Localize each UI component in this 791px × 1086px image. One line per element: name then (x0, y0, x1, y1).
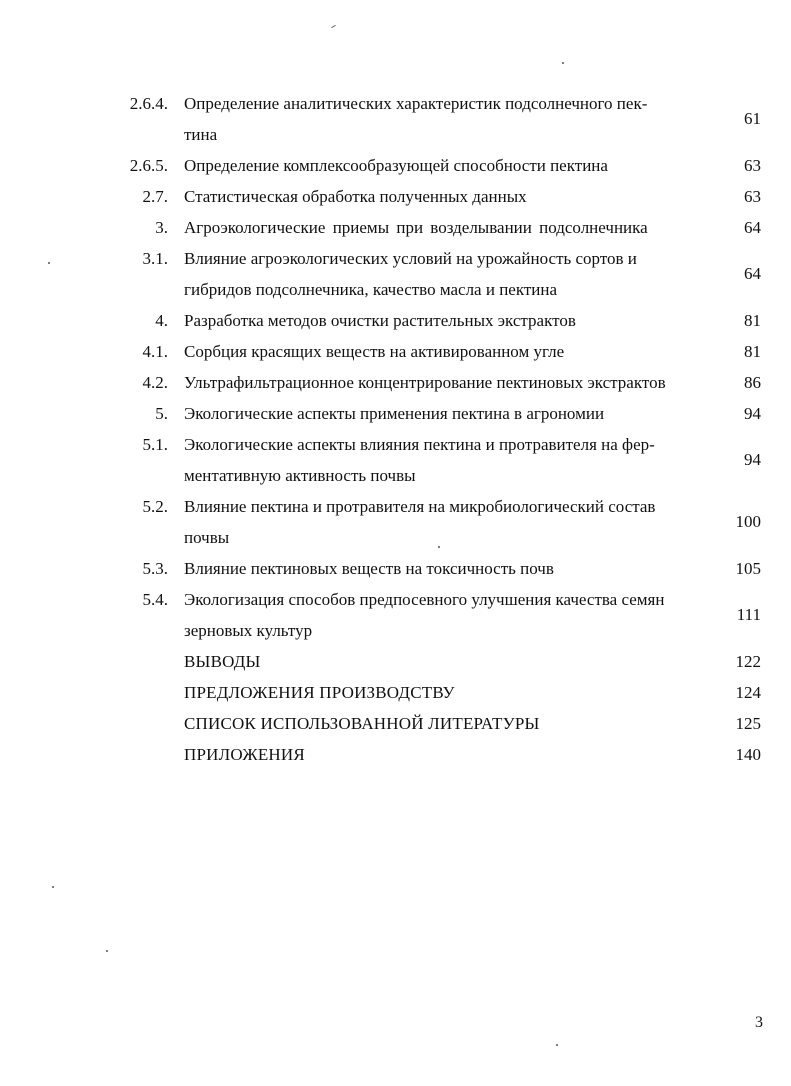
toc-entry-title: Влияние пектиновых веществ на токсичность почв (184, 559, 554, 578)
toc-entry-title: СПИСОК ИСПОЛЬЗОВАННОЙ ЛИТЕРАТУРЫ (184, 714, 540, 733)
scan-speck (331, 25, 336, 28)
scan-speck (438, 546, 440, 548)
toc-entry-2-6-5 (0, 150, 791, 181)
toc-entry-5-4 (0, 584, 791, 646)
toc-entry-title: Ультрафильтрационное концентрирование пектиновых экстрактов (184, 373, 666, 392)
toc-entry-page: 81 (744, 311, 761, 330)
toc-entry-page: 63 (744, 156, 761, 175)
scan-speck (562, 62, 564, 64)
toc-entry-page: 63 (744, 187, 761, 206)
toc-entry-number: 4.2. (142, 373, 168, 392)
toc-entry-number: 3.1. (142, 249, 168, 268)
toc-entry-title: ПРЕДЛОЖЕНИЯ ПРОИЗВОДСТВУ (184, 683, 455, 702)
toc-entry-page: 61 (744, 109, 761, 128)
toc-entry-appendices (0, 739, 791, 770)
toc-entry-number: 2.6.4. (129, 94, 168, 113)
toc-entry-page: 111 (736, 605, 761, 624)
toc-entry-page: 140 (735, 745, 761, 764)
toc-entry-page: 124 (735, 683, 761, 702)
toc-entry-2-7 (0, 181, 791, 212)
toc-entry-number: 5. (155, 404, 168, 423)
toc-entry-title: Экологизация способов предпосевного улучшения качества семян зерновых культур (184, 590, 665, 640)
scan-speck (48, 262, 50, 264)
toc-entry-title: Статистическая обработка полученных данных (184, 187, 527, 206)
page-number: 3 (755, 1014, 763, 1031)
scan-speck (52, 886, 54, 888)
toc-entry-page: 86 (744, 373, 761, 392)
toc-entry-page: 105 (735, 559, 761, 578)
toc-entry-number: 4.1. (142, 342, 168, 361)
toc-entry-page: 64 (744, 218, 761, 237)
toc-entry-proposals (0, 677, 791, 708)
table-of-contents (0, 88, 791, 770)
toc-entry-page: 100 (735, 512, 761, 531)
toc-entry-5-3 (0, 553, 791, 584)
toc-entry-references (0, 708, 791, 739)
toc-entry-page: 94 (744, 404, 761, 423)
toc-entry-title: Экологические аспекты влияния пектина и протравителя на фер- ментативную активность почвы (184, 435, 655, 485)
toc-entry-number: 2.6.5. (129, 156, 168, 175)
toc-entry-4 (0, 305, 791, 336)
toc-entry-title: Влияние агроэкологических условий на урожайность сортов и гибридов подсолнечника, качество масла и пектина (184, 249, 637, 299)
toc-entry-title: Определение комплексообразующей способности пектина (184, 156, 608, 175)
toc-entry-page: 94 (744, 450, 761, 469)
toc-entry-number: 5.2. (142, 497, 168, 516)
toc-entry-title: Экологические аспекты применения пектина в агрономии (184, 404, 605, 423)
toc-entry-page: 81 (744, 342, 761, 361)
toc-entry-title: Влияние пектина и протравителя на микробиологический состав почвы (184, 497, 656, 547)
toc-entry-number: 5.4. (142, 590, 168, 609)
toc-entry-title: Агроэкологические приемы при возделывании подсолнечника (184, 218, 648, 237)
toc-entry-4-1 (0, 336, 791, 367)
toc-entry-page: 64 (744, 264, 761, 283)
toc-entry-page: 125 (735, 714, 761, 733)
scan-speck (106, 950, 108, 952)
toc-entry-number: 5.1. (142, 435, 168, 454)
toc-entry-5 (0, 398, 791, 429)
toc-entry-conclusions (0, 646, 791, 677)
toc-entry-number: 4. (155, 311, 168, 330)
toc-entry-number: 2.7. (142, 187, 168, 206)
toc-entry-title: ВЫВОДЫ (184, 652, 261, 671)
toc-entry-number: 3. (155, 218, 168, 237)
toc-entry-page: 122 (735, 652, 761, 671)
toc-entry-3 (0, 212, 791, 243)
toc-entry-2-6-4 (0, 88, 791, 150)
toc-entry-title: ПРИЛОЖЕНИЯ (184, 745, 305, 764)
toc-entry-3-1 (0, 243, 791, 305)
toc-entry-title: Сорбция красящих веществ на активированном угле (184, 342, 565, 361)
toc-entry-title: Определение аналитических характеристик подсолнечного пек- тина (184, 94, 648, 144)
toc-entry-5-1 (0, 429, 791, 491)
scan-speck (556, 1044, 558, 1046)
toc-entry-5-2 (0, 491, 791, 553)
toc-entry-title: Разработка методов очистки растительных экстрактов (184, 311, 576, 330)
toc-entry-4-2 (0, 367, 791, 398)
toc-entry-number: 5.3. (142, 559, 168, 578)
